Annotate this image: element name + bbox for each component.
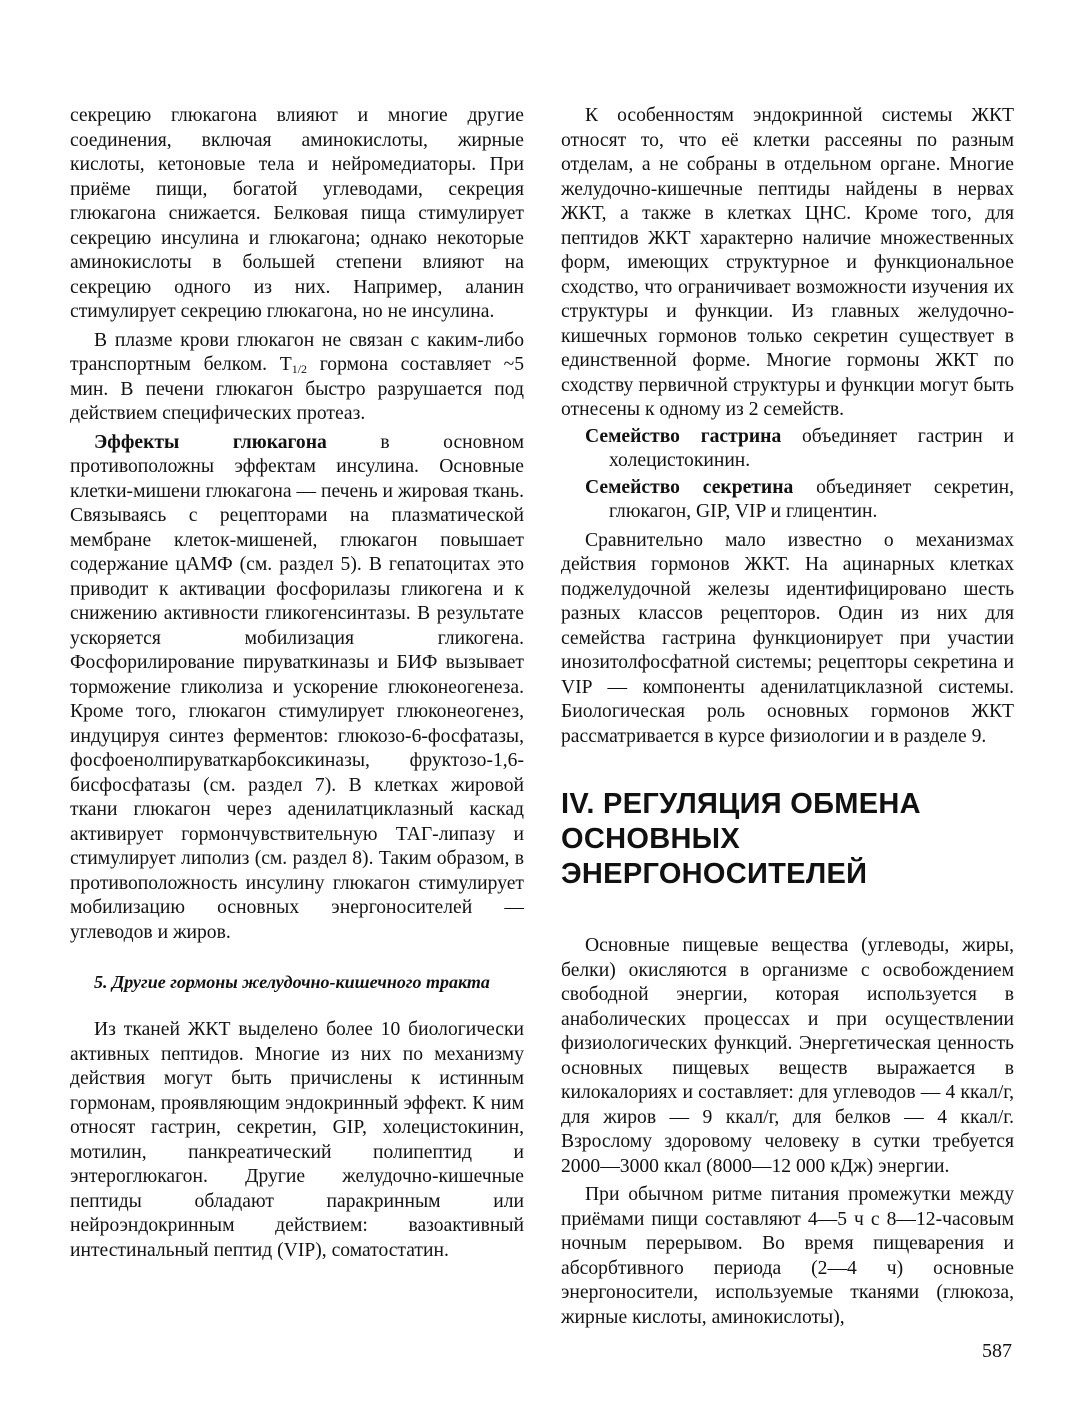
paragraph-meal-rhythm: При обычном ритме питания промежутки между приёмами пищи составляют 4—5 ч с 8—12-часовым ночным перерывом. Во время пищеварения и абсорбтивного периода (2—4 ч) основные энергоносители, используемые тканями (глюкоза, жирные кислоты, аминокислоты),: [561, 1184, 1014, 1328]
paragraph-gi-peptides: Из тканей ЖКТ выделено более 10 биологически активных пептидов. Многие из них по механизму действия могут быть причислены к истинным гормонам, проявляющим эндокринный эффект. К ним относят гастрин, секретин, GIP, холецистокинин, мотилин, панкреатический полипептид и энтероглюкагон. Другие желудочно-кишечные пептиды обладают паракринным или нейроэндокринным действием: вазоактивный интестинальный пептид (VIP), соматостатин.: [70, 1019, 524, 1261]
paragraph-glucagon-effects: [70, 431, 524, 946]
paragraph-nutrient-energy: Основные пищевые вещества (углеводы, жиры, белки) окисляются в организме с освобождением свободной энергии, которая используется в анаболических процессах и при осуществлении физиологических функций. Энергетическая ценность основных пищевых веществ выражается в килокалориях и составляет: для углеводов — 4 ккал/г, для жиров — 9 ккал/г, для белков — 4 ккал/г. Взрослому здоровому человеку в сутки требуется 2000—3000 ккал (8000—12 000 кДж) энергии.: [561, 935, 1014, 1177]
page-number: 587: [982, 1340, 1012, 1362]
secretin-family-text: объединяет секретин, глюкагон, GIP, VIP и глицентин.: [609, 476, 1015, 522]
left-column: [70, 104, 524, 1263]
term-glucagon-effects: Эффекты глюкагона: [94, 431, 327, 453]
paragraph-glucagon-secretion: секрецию глюкагона влияют и многие другие соединения, включая аминокислоты, жирные кислоты, кетоновые тела и нейромедиаторы. При приёме пищи, богатой углеводами, секреция глюкагона снижается. Белковая пища стимулирует секрецию инсулина и глюкагона; однако некоторые аминокислоты в большей степени влияют на секрецию одного из них. Например, аланин стимулирует секрецию глюкагона, но не инсулина.: [70, 105, 524, 322]
paragraph-gi-mechanisms: Сравнительно мало известно о механизмах действия гормонов ЖКТ. На ацинарных клетках поджелудочной железы идентифицировано шесть разных классов рецепторов. Один из них для семейства гастрина функционирует при участии инозитолфосфатной системы; рецепторы секретина и VIP — компоненты аденилатциклазной системы. Биологическая роль основных гормонов ЖКТ рассматривается в курсе физиологии и в разделе 9.: [561, 529, 1014, 747]
list-item-secretin-family: [585, 476, 1014, 525]
subheading-other-gi-hormones: 5. Другие гормоны желудочно-кишечного тракта: [94, 972, 490, 992]
half-life-subscript: 1/2: [291, 362, 308, 376]
paragraph-gi-endocrine-features: К особенностям эндокринной системы ЖКТ относят то, что её клетки рассеяны по разным отделам, а не собраны в отдельном органе. Многие желудочно-кишечные пептиды найдены в нервах ЖКТ, а также в клетках ЦНС. Кроме того, для пептидов ЖКТ характерно наличие множественных форм, имеющих структурное и функциональное сходство, что ограничивает возможности изучения их структуры и функции. Из главных желудочно-кишечных гормонов только секретин существует в единственной форме. Многие гормоны ЖКТ по сходству первичной структуры и функции могут быть отнесены к одному из 2 семейств.: [561, 105, 1014, 420]
section-heading-line-1: IV. РЕГУЛЯЦИЯ ОБМЕНА: [561, 788, 921, 820]
section-heading-line-3: ЭНЕРГОНОСИТЕЛЕЙ: [561, 858, 868, 890]
section-heading-line-2: ОСНОВНЫХ: [561, 823, 741, 855]
list-item-gastrin-family: [585, 425, 1014, 474]
gastrin-family-text: объединяет гастрин и холецистокинин.: [609, 425, 1014, 471]
section-heading-energy-regulation: [561, 787, 1014, 892]
paragraph-glucagon-plasma: [70, 329, 524, 427]
glucagon-effects-text: в основном противоположны эффектам инсулина. Основные клетки-мишени глюкагона — печень и жировая ткань. Связываясь с рецепторами на плазматической мембране клеток-мишеней, глюкагон повышает содержание цАМФ (см. раздел 5). В гепатоцитах это приводит к активации фосфорилазы гликогена и к снижению активности гликогенсинтазы. В результате ускоряется мобилизация гликогена. Фосфорилирование пируваткиназы и БИФ вызывает торможение гликолиза и ускорение глюконеогенеза. Кроме того, глюкагон стимулирует глюконеогенез, индуцируя синтез ферментов: глюкозо-6-фосфатазы, фосфоенолпируваткарбоксикиназы, фруктозо-1,6-бисфосфатазы (см. раздел 7). В клетках жировой ткани глюкагон через аденилатциклазный каскад активирует гормончувствительную ТАГ-липазу и стимулирует липолиз (см. раздел 8). Таким образом, в противоположность инсулину глюкагон стимулирует мобилизацию основных энергоносителей — углеводов и жиров.: [70, 431, 524, 943]
term-secretin-family: Семейство секретина: [585, 476, 794, 498]
half-life-text-after: гормона составляет ~5 мин. В печени глюкагон быстро разрушается под действием специфических протеаз.: [70, 354, 524, 424]
term-gastrin-family: Семейство гастрина: [585, 425, 782, 447]
half-life-text-before: В плазме крови глюкагон не связан с каким-либо транспортным белком. T: [70, 329, 524, 375]
right-column: [561, 104, 1014, 1330]
